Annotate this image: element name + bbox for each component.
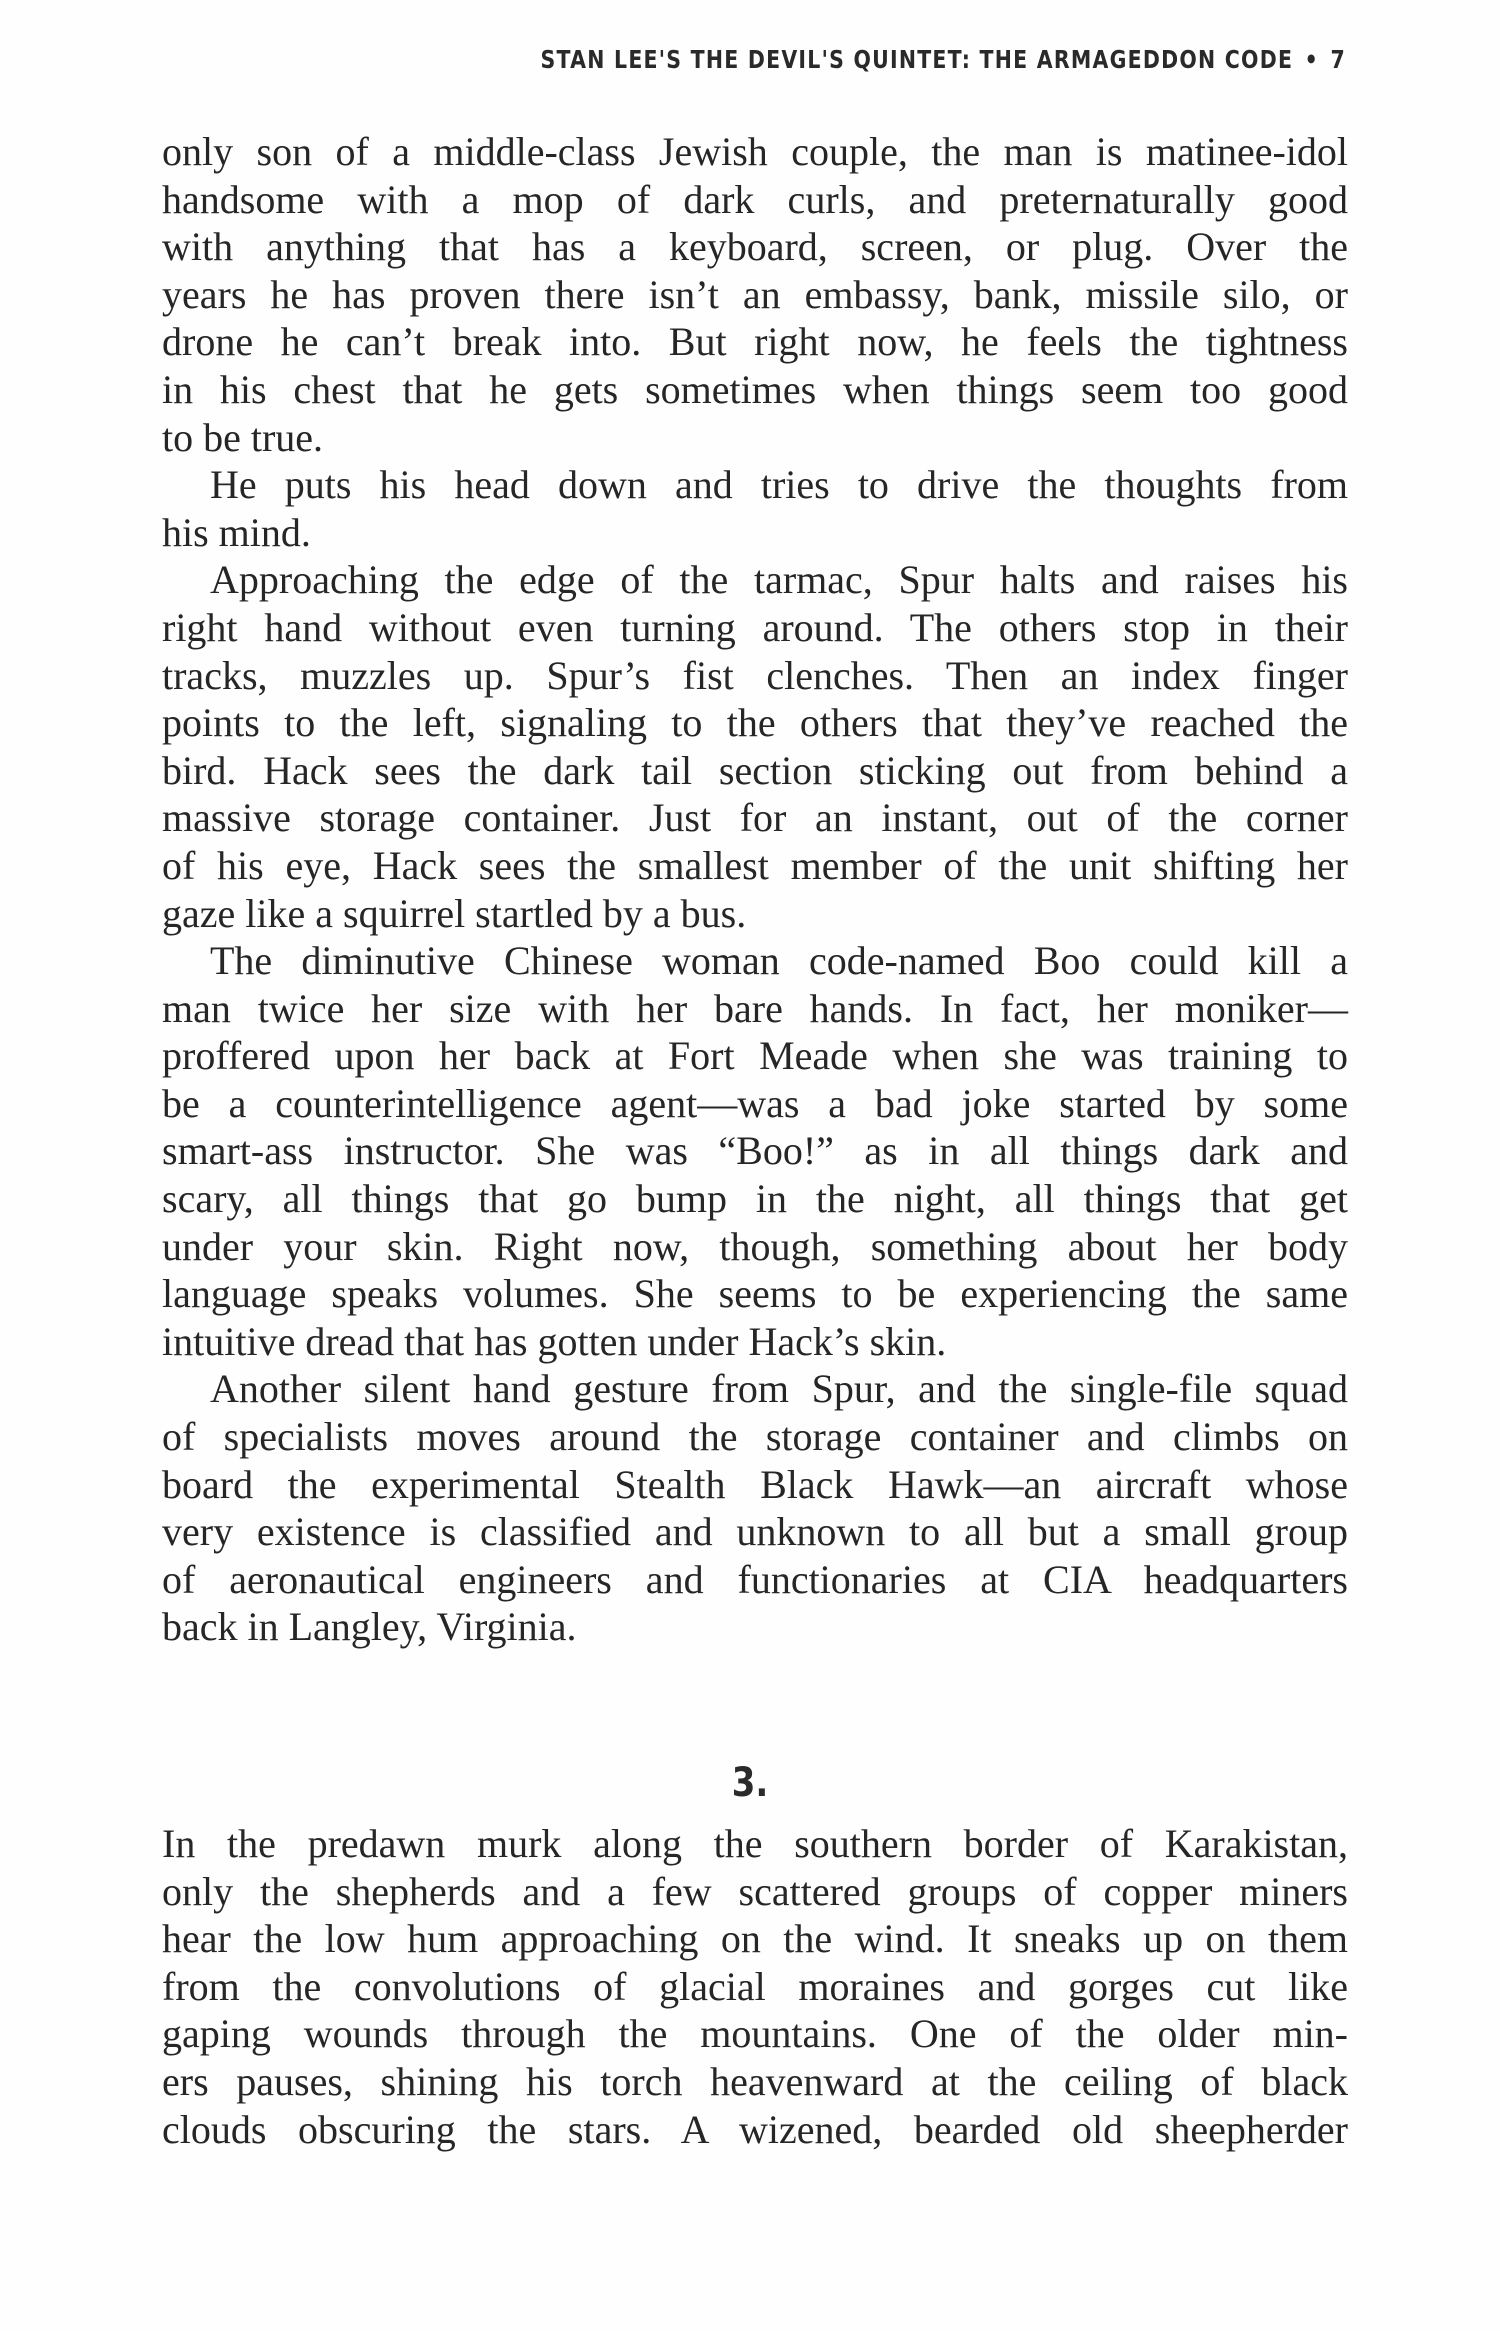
text-line: gaping wounds through the mountains. One of the older min- (162, 2011, 1348, 2057)
text-line: years he has proven there isn’t an embassy, bank, missile silo, or (162, 271, 1348, 317)
text-line: language speaks volumes. She seems to be experiencing the same (162, 1271, 1348, 1317)
text-line: with anything that has a keyboard, screen, or plug. Over the (162, 224, 1348, 270)
text-line: He puts his head down and tries to drive the thoughts from (210, 462, 1348, 508)
text-line: to be true. (162, 414, 324, 460)
text-line: of his eye, Hack sees the smallest member of the unit shifting her (162, 842, 1348, 888)
page-number: 7 (1330, 45, 1346, 74)
text-line: In the predawn murk along the southern border of Karakistan, (162, 1821, 1348, 1866)
text-line: clouds obscuring the stars. A wizened, bearded old sheepherder (162, 2106, 1348, 2152)
section-two-text (162, 1820, 1348, 2153)
text-line: drone he can’t break into. But right now, he feels the tightness (162, 319, 1348, 365)
text-line: points to the left, signaling to the others that they’ve reached the (162, 700, 1348, 746)
text-line: smart-ass instructor. She was “Boo!” as in all things dark and (162, 1128, 1348, 1174)
text-line: Another silent hand gesture from Spur, and the single-file squad (210, 1366, 1348, 1412)
text-line: gaze like a squirrel startled by a bus. (162, 890, 747, 936)
text-line: right hand without even turning around. The others stop in their (162, 604, 1348, 650)
text-line: his mind. (162, 509, 311, 555)
text-line: be a counterintelligence agent—was a bad joke started by some (162, 1080, 1348, 1126)
text-line: board the experimental Stealth Black Hawk—an aircraft whose (162, 1461, 1348, 1507)
running-head-title: STAN LEE'S THE DEVIL'S QUINTET: THE ARMAGEDDON CODE (540, 45, 1294, 74)
running-head-separator: • (1304, 45, 1320, 74)
text-line: hear the low hum approaching on the wind. It sneaks up on them (162, 1916, 1348, 1962)
text-line: ers pauses, shining his torch heavenward at the ceiling of black (162, 2058, 1348, 2104)
text-line: only son of a middle-class Jewish couple, the man is matinee-idol (162, 129, 1348, 174)
text-line: tracks, muzzles up. Spur’s fist clenches. Then an index finger (162, 652, 1348, 698)
text-line: of specialists moves around the storage container and climbs on (162, 1414, 1348, 1460)
text-line: scary, all things that go bump in the night, all things that get (162, 1176, 1348, 1222)
running-head (242, 45, 1346, 74)
text-line: bird. Hack sees the dark tail section sticking out from behind a (162, 747, 1348, 793)
section-one-text (162, 128, 1348, 1651)
text-line: very existence is classified and unknown to all but a small group (162, 1509, 1348, 1555)
text-line: in his chest that he gets sometimes when things seem too good (162, 366, 1348, 412)
text-line: handsome with a mop of dark curls, and preternaturally good (162, 176, 1348, 222)
text-line: The diminutive Chinese woman code-named Boo could kill a (210, 938, 1348, 984)
text-line: under your skin. Right now, though, something about her body (162, 1223, 1348, 1269)
section-heading: 3. (731, 1760, 769, 1806)
text-line: proffered upon her back at Fort Meade when she was training to (162, 1033, 1348, 1079)
text-line: only the shepherds and a few scattered groups of copper miners (162, 1868, 1348, 1914)
text-line: massive storage container. Just for an instant, out of the corner (162, 795, 1348, 841)
text-line: intuitive dread that has gotten under Hack’s skin. (162, 1318, 947, 1364)
text-line: from the convolutions of glacial moraines and gorges cut like (162, 1963, 1348, 2009)
text-line: of aeronautical engineers and functionaries at CIA headquarters (162, 1556, 1348, 1602)
text-line: back in Langley, Virginia. (162, 1604, 577, 1650)
text-line: man twice her size with her bare hands. In fact, her moniker— (162, 985, 1348, 1031)
text-line: Approaching the edge of the tarmac, Spur halts and raises his (210, 557, 1348, 603)
